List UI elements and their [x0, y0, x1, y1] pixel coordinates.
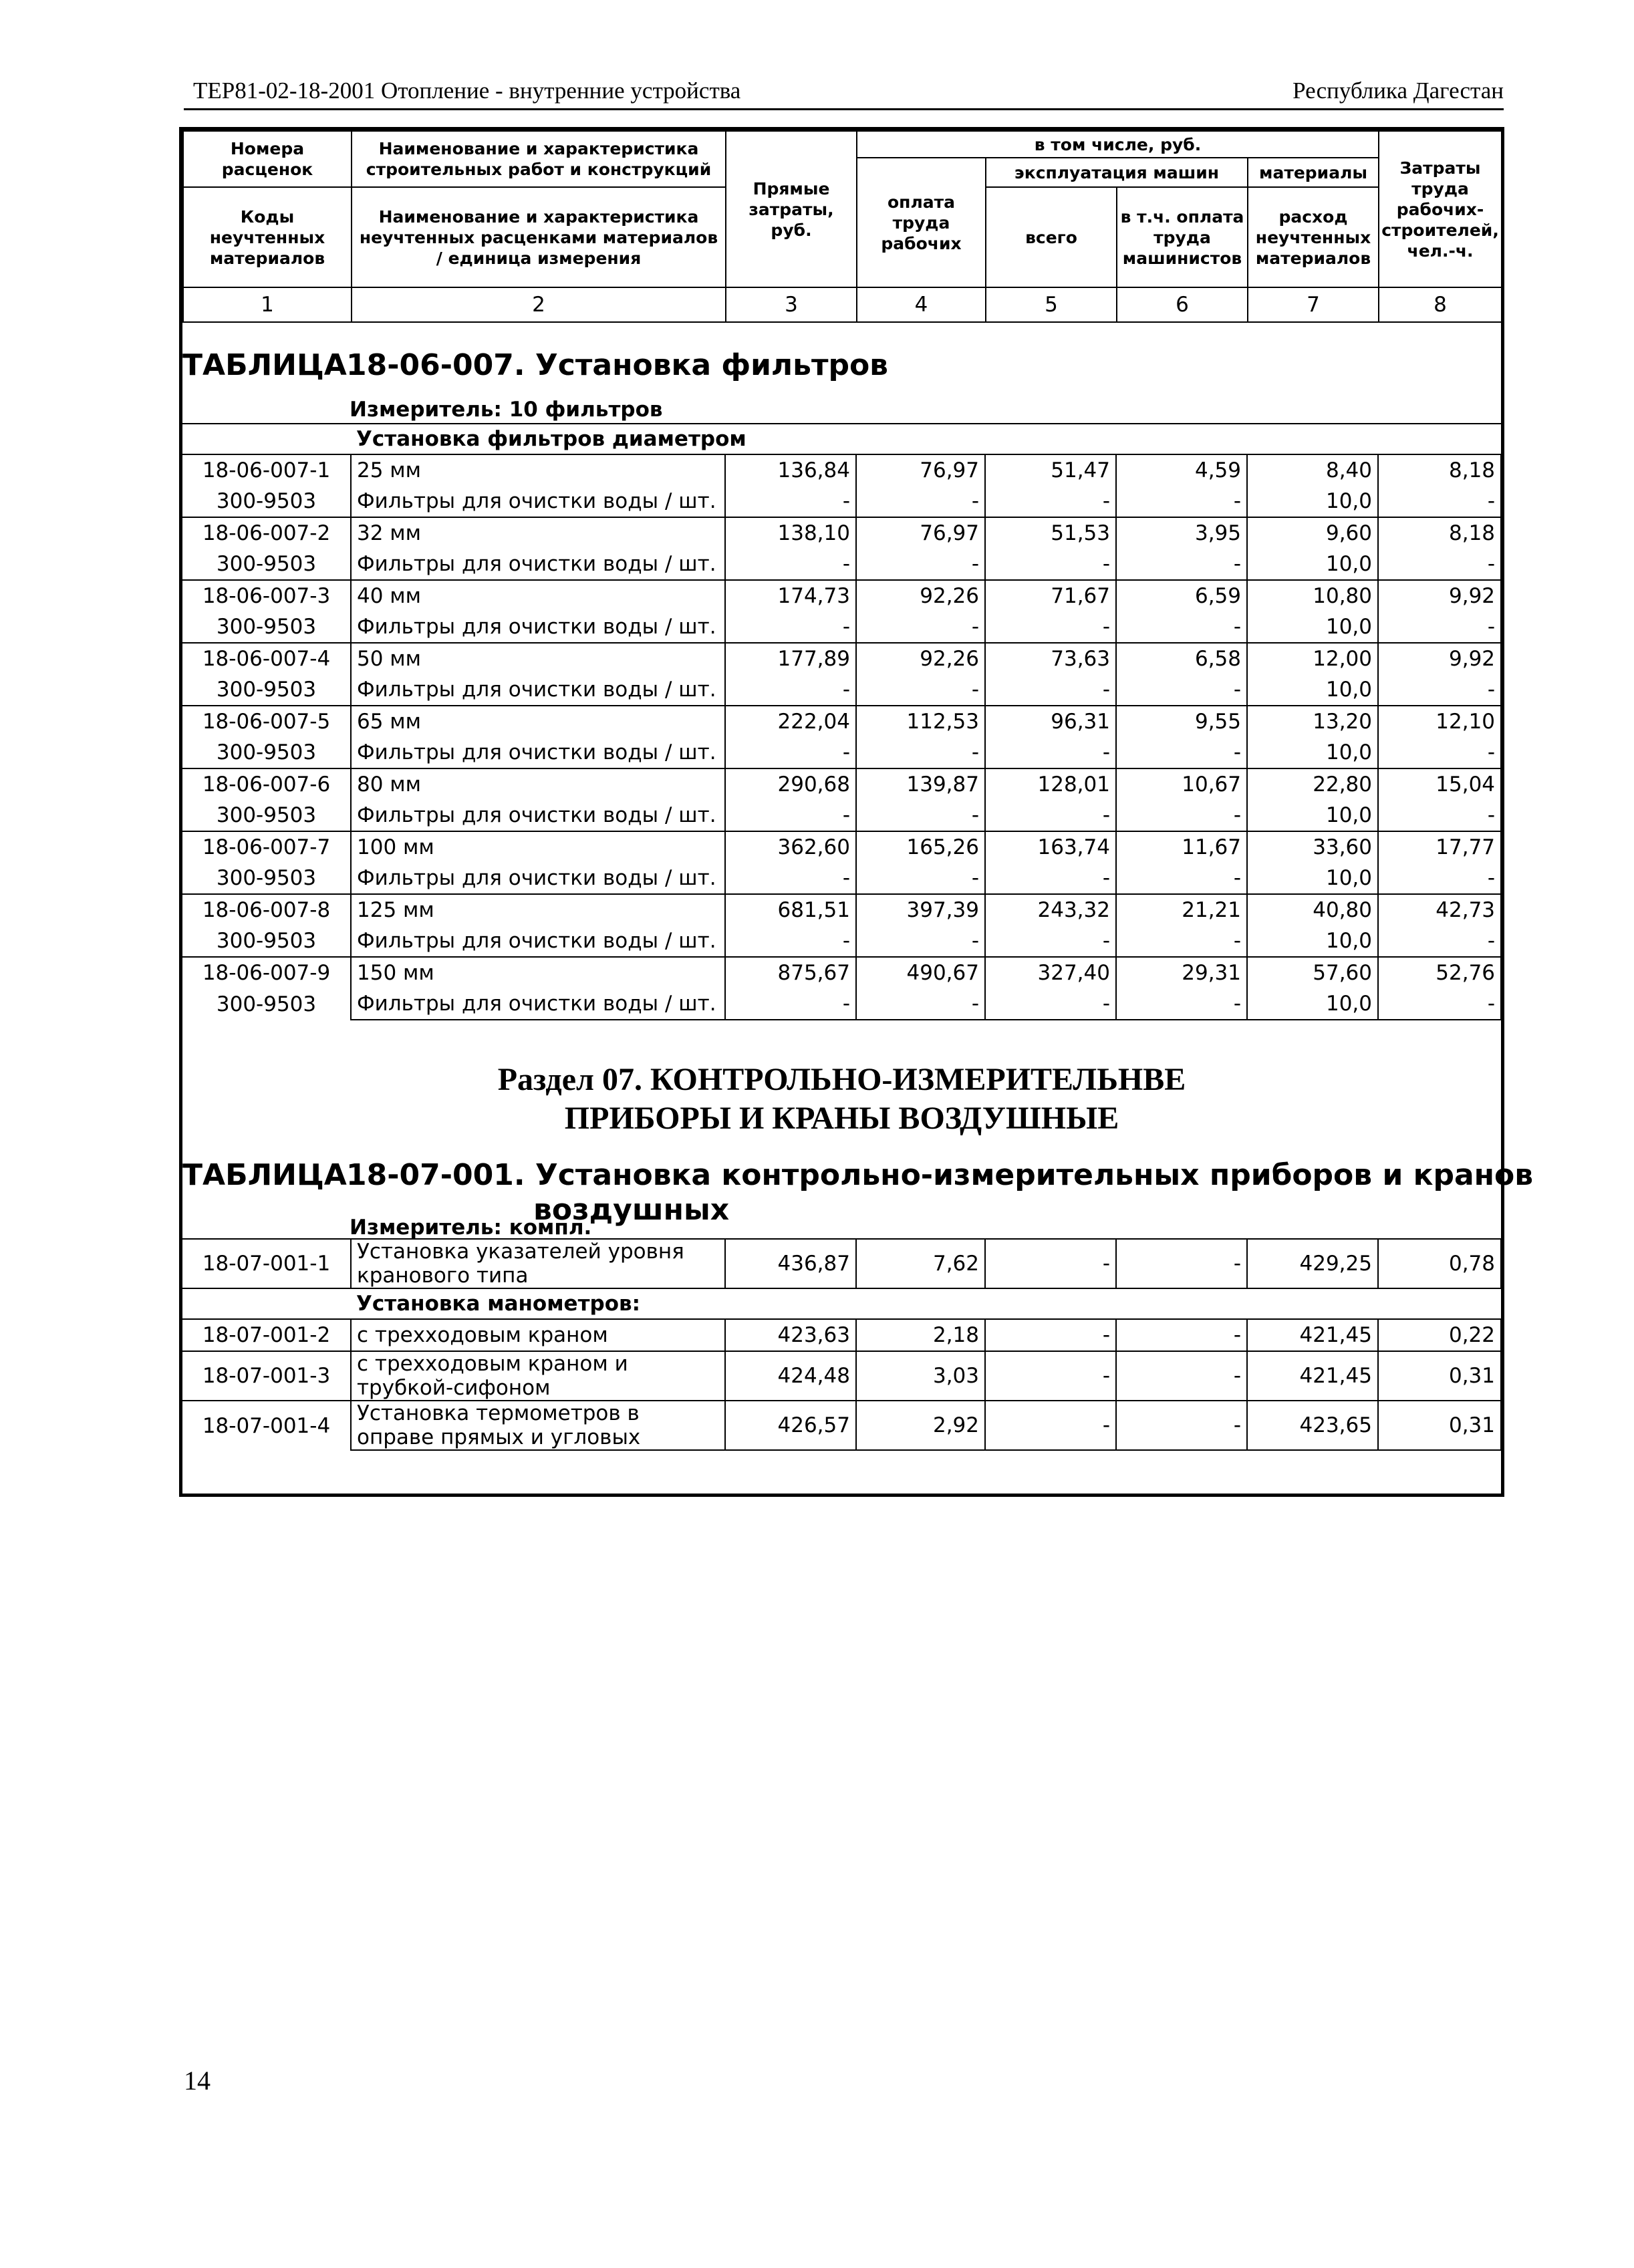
cell-value: -: [1116, 1351, 1247, 1401]
cell-value: -: [985, 1239, 1116, 1288]
cell-value: -: [985, 926, 1116, 957]
material-code: 300-9503: [182, 988, 351, 1020]
cell-value: 10,0: [1247, 800, 1378, 831]
cell-value: 29,31: [1116, 957, 1247, 988]
work-name: 80 мм: [351, 768, 725, 800]
work-name: 40 мм: [351, 580, 725, 611]
cell-value: 397,39: [856, 894, 985, 926]
cell-value: 0,31: [1378, 1401, 1501, 1450]
table-title: 18-07-001. Установка контрольно-измерительных приборов и кранов: [346, 1158, 1534, 1192]
cell-value: 436,87: [725, 1239, 856, 1288]
table-subheading: Установка манометров:: [351, 1288, 1501, 1319]
cell-value: -: [1116, 674, 1247, 706]
rate-code: 18-06-007-4: [182, 643, 351, 674]
material-name: Фильтры для очистки воды / шт.: [351, 863, 725, 894]
cell-value: -: [985, 1351, 1116, 1401]
material-code: 300-9503: [182, 863, 351, 894]
cell-value: -: [856, 486, 985, 517]
cell-value: -: [725, 611, 856, 643]
cell-value: -: [985, 611, 1116, 643]
cell-value: 0,78: [1378, 1239, 1501, 1288]
cell-value: 875,67: [725, 957, 856, 988]
cell-value: 163,74: [985, 831, 1116, 863]
cell-value: -: [725, 674, 856, 706]
material-row: [182, 863, 1501, 894]
cell-value: 421,45: [1247, 1351, 1378, 1401]
page-number: 14: [184, 2066, 211, 2096]
cell-value: 76,97: [856, 517, 985, 549]
cell-value: 10,0: [1247, 674, 1378, 706]
cell-value: -: [856, 800, 985, 831]
cell-value: 426,57: [725, 1401, 856, 1450]
cell-value: -: [1378, 863, 1501, 894]
col-number: 6: [1117, 287, 1248, 322]
section-title-line: ПРИБОРЫ И КРАНЫ ВОЗДУШНЫЕ: [564, 1101, 1119, 1136]
cell-value: 76,97: [856, 454, 985, 486]
work-name: 100 мм: [351, 831, 725, 863]
work-name: 32 мм: [351, 517, 725, 549]
cell-value: -: [725, 549, 856, 580]
material-name: Фильтры для очистки воды / шт.: [351, 486, 725, 517]
cell-value: -: [1378, 800, 1501, 831]
material-code: 300-9503: [182, 800, 351, 831]
cell-value: 13,20: [1247, 706, 1378, 737]
work-name: 25 мм: [351, 454, 725, 486]
cell-value: 96,31: [985, 706, 1116, 737]
cell-value: -: [985, 737, 1116, 768]
table-label: ТАБЛИЦА: [182, 348, 347, 382]
table-row: [182, 1239, 1501, 1288]
table-title: 18-06-007. Установка фильтров: [346, 348, 889, 382]
material-row: [182, 737, 1501, 768]
rate-code: 18-07-001-1: [182, 1239, 351, 1288]
material-code: 300-9503: [182, 549, 351, 580]
col-materials-group: материалы: [1248, 158, 1379, 187]
material-name: Фильтры для очистки воды / шт.: [351, 674, 725, 706]
cell-value: 73,63: [985, 643, 1116, 674]
cell-value: 0,31: [1378, 1351, 1501, 1401]
rate-code: 18-06-007-8: [182, 894, 351, 926]
cell-value: -: [725, 863, 856, 894]
section-title-line: Раздел 07. КОНТРОЛЬНО-ИЗМЕРИТЕЛЬНВЕ: [497, 1062, 1186, 1097]
table-row: [182, 454, 1501, 486]
document-title: ТЕР81-02-18-2001 Отопление - внутренние устройства: [193, 78, 741, 104]
cell-value: -: [1116, 1319, 1247, 1351]
col-rate-numbers: Номера расценок: [183, 131, 352, 187]
cell-value: 17,77: [1378, 831, 1501, 863]
cell-value: 423,63: [725, 1319, 856, 1351]
material-code: 300-9503: [182, 611, 351, 643]
cell-value: 92,26: [856, 643, 985, 674]
material-code: 300-9503: [182, 737, 351, 768]
cell-value: -: [1378, 549, 1501, 580]
material-code: 300-9503: [182, 674, 351, 706]
work-name: с трехходовым краном и трубкой-сифоном: [351, 1351, 725, 1401]
cell-value: 8,18: [1378, 454, 1501, 486]
table1-body: [182, 423, 1502, 1020]
material-row: [182, 486, 1501, 517]
cell-value: -: [1116, 1239, 1247, 1288]
col-labor-costs: Затраты труда рабочих-строителей, чел.-ч.: [1379, 131, 1502, 287]
cell-value: 21,21: [1116, 894, 1247, 926]
cell-value: 11,67: [1116, 831, 1247, 863]
cell-value: 0,22: [1378, 1319, 1501, 1351]
cell-value: 71,67: [985, 580, 1116, 611]
cell-value: 4,59: [1116, 454, 1247, 486]
col-material-codes: Коды неучтенных материалов: [183, 187, 352, 287]
cell-value: -: [985, 988, 1116, 1020]
cell-value: 9,55: [1116, 706, 1247, 737]
table-row: [182, 517, 1501, 549]
cell-value: 3,95: [1116, 517, 1247, 549]
cell-value: 3,03: [856, 1351, 985, 1401]
col-including: в том числе, руб.: [857, 131, 1379, 158]
material-row: [182, 549, 1501, 580]
cell-value: -: [1378, 988, 1501, 1020]
cell-value: -: [856, 737, 985, 768]
table-measure: Измеритель: 10 фильтров: [350, 398, 663, 422]
cell-value: -: [1378, 674, 1501, 706]
cell-value: -: [1116, 611, 1247, 643]
cell-value: 429,25: [1247, 1239, 1378, 1288]
table-row: [182, 580, 1501, 611]
cell-value: 177,89: [725, 643, 856, 674]
rate-code: 18-06-007-6: [182, 768, 351, 800]
cell-value: -: [1116, 926, 1247, 957]
col-material-name: Наименование и характеристика неучтенных расценками материалов / единица измерения: [352, 187, 726, 287]
cell-value: -: [725, 737, 856, 768]
rate-code: 18-07-001-2: [182, 1319, 351, 1351]
cell-value: -: [1116, 549, 1247, 580]
cell-value: 222,04: [725, 706, 856, 737]
cell-value: 490,67: [856, 957, 985, 988]
cell-value: 136,84: [725, 454, 856, 486]
table-measure: Измеритель: компл.: [350, 1216, 592, 1240]
rate-code: 18-07-001-4: [182, 1401, 351, 1450]
table2-heading: [182, 1138, 1534, 1240]
cell-value: 2,18: [856, 1319, 985, 1351]
cell-value: 12,10: [1378, 706, 1501, 737]
material-name: Фильтры для очистки воды / шт.: [351, 611, 725, 643]
cell-value: -: [1116, 863, 1247, 894]
cell-value: 40,80: [1247, 894, 1378, 926]
cell-value: 290,68: [725, 768, 856, 800]
work-name: 65 мм: [351, 706, 725, 737]
cell-value: 42,73: [1378, 894, 1501, 926]
rate-code: 18-06-007-9: [182, 957, 351, 988]
cell-value: -: [1116, 800, 1247, 831]
table-row: [182, 706, 1501, 737]
work-name: 150 мм: [351, 957, 725, 988]
col-machine-operation: эксплуатация машин: [986, 158, 1248, 187]
cell-value: -: [1378, 486, 1501, 517]
cell-value: 174,73: [725, 580, 856, 611]
col-number: 4: [857, 287, 986, 322]
table-row: [182, 1319, 1501, 1351]
cell-value: 424,48: [725, 1351, 856, 1401]
material-row: [182, 800, 1501, 831]
cell-value: -: [985, 800, 1116, 831]
cell-value: -: [985, 863, 1116, 894]
cell-value: -: [985, 1401, 1116, 1450]
cell-value: 15,04: [1378, 768, 1501, 800]
cell-value: 51,47: [985, 454, 1116, 486]
cell-value: 10,67: [1116, 768, 1247, 800]
rate-code: 18-06-007-2: [182, 517, 351, 549]
cell-value: -: [1116, 737, 1247, 768]
cell-value: 33,60: [1247, 831, 1378, 863]
work-name: Установка термометров в оправе прямых и угловых: [351, 1401, 725, 1450]
cell-value: -: [856, 988, 985, 1020]
cell-value: 128,01: [985, 768, 1116, 800]
rate-code: 18-06-007-1: [182, 454, 351, 486]
col-direct-costs: Прямые затраты, руб.: [726, 131, 857, 287]
table-row: [182, 768, 1501, 800]
col-machines-total: всего: [986, 187, 1117, 287]
cell-value: 92,26: [856, 580, 985, 611]
cell-value: 6,58: [1116, 643, 1247, 674]
cell-value: 112,53: [856, 706, 985, 737]
estimate-table-frame: [179, 127, 1534, 1497]
cell-value: -: [985, 549, 1116, 580]
table2-body: [182, 1238, 1502, 1451]
rate-code: 18-06-007-5: [182, 706, 351, 737]
cell-value: -: [856, 674, 985, 706]
cell-value: -: [725, 988, 856, 1020]
table-row: [182, 831, 1501, 863]
material-name: Фильтры для очистки воды / шт.: [351, 988, 725, 1020]
material-name: Фильтры для очистки воды / шт.: [351, 549, 725, 580]
rate-code: 18-07-001-3: [182, 1351, 351, 1401]
region-name: Республика Дагестан: [1292, 78, 1504, 104]
cell-value: 10,0: [1247, 486, 1378, 517]
col-number: 5: [986, 287, 1117, 322]
table1-heading: [182, 323, 1501, 423]
cell-value: 9,92: [1378, 643, 1501, 674]
work-name: Установка указателей уровня кранового типа: [351, 1239, 725, 1288]
cell-value: 7,62: [856, 1239, 985, 1288]
table-row: [182, 1351, 1501, 1401]
cell-value: 10,80: [1247, 580, 1378, 611]
cell-value: -: [856, 863, 985, 894]
cell-value: -: [1116, 988, 1247, 1020]
column-header-table: [182, 130, 1502, 323]
cell-value: 423,65: [1247, 1401, 1378, 1450]
cell-value: 52,76: [1378, 957, 1501, 988]
col-material-usage: расход неучтенных материалов: [1248, 187, 1379, 287]
cell-value: -: [985, 674, 1116, 706]
cell-value: -: [725, 486, 856, 517]
cell-value: 243,32: [985, 894, 1116, 926]
cell-value: 9,60: [1247, 517, 1378, 549]
cell-value: -: [856, 611, 985, 643]
material-row: [182, 611, 1501, 643]
material-name: Фильтры для очистки воды / шт.: [351, 800, 725, 831]
col-worker-wages: оплата труда рабочих: [857, 158, 986, 287]
table-row: [182, 643, 1501, 674]
work-name: с трехходовым краном: [351, 1319, 725, 1351]
cell-value: 362,60: [725, 831, 856, 863]
cell-value: -: [1378, 611, 1501, 643]
cell-value: 10,0: [1247, 863, 1378, 894]
work-name: 50 мм: [351, 643, 725, 674]
col-number: 1: [183, 287, 352, 322]
cell-value: 10,0: [1247, 549, 1378, 580]
table-subheading: Установка фильтров диаметром: [351, 424, 1501, 454]
cell-value: 8,40: [1247, 454, 1378, 486]
rate-code: 18-06-007-3: [182, 580, 351, 611]
page-header: [184, 75, 1504, 110]
cell-value: -: [725, 800, 856, 831]
cell-value: 51,53: [985, 517, 1116, 549]
col-operator-wages: в т.ч. оплата труда машинистов: [1117, 187, 1248, 287]
material-name: Фильтры для очистки воды / шт.: [351, 737, 725, 768]
material-row: [182, 674, 1501, 706]
material-code: 300-9503: [182, 926, 351, 957]
table-title-cont: воздушных: [533, 1193, 730, 1227]
cell-value: 165,26: [856, 831, 985, 863]
cell-value: 57,60: [1247, 957, 1378, 988]
cell-value: 681,51: [725, 894, 856, 926]
cell-value: -: [856, 549, 985, 580]
table-subheading-row: [182, 1288, 1501, 1319]
section-title: [182, 1060, 1501, 1138]
cell-value: 10,0: [1247, 611, 1378, 643]
cell-value: -: [1378, 926, 1501, 957]
col-number: 3: [726, 287, 857, 322]
cell-value: 6,59: [1116, 580, 1247, 611]
cell-value: -: [725, 926, 856, 957]
col-number: 2: [352, 287, 726, 322]
material-row: [182, 926, 1501, 957]
cell-value: -: [985, 486, 1116, 517]
cell-value: -: [856, 926, 985, 957]
cell-value: 8,18: [1378, 517, 1501, 549]
cell-value: 10,0: [1247, 988, 1378, 1020]
cell-value: 9,92: [1378, 580, 1501, 611]
cell-value: -: [985, 1319, 1116, 1351]
cell-value: 2,92: [856, 1401, 985, 1450]
cell-value: -: [1378, 737, 1501, 768]
rate-code: 18-06-007-7: [182, 831, 351, 863]
material-name: Фильтры для очистки воды / шт.: [351, 926, 725, 957]
col-number: 8: [1379, 287, 1502, 322]
cell-value: 22,80: [1247, 768, 1378, 800]
cell-value: 10,0: [1247, 926, 1378, 957]
table-row: [182, 1401, 1501, 1450]
material-row: [182, 988, 1501, 1020]
cell-value: -: [1116, 486, 1247, 517]
cell-value: 10,0: [1247, 737, 1378, 768]
table-row: [182, 957, 1501, 988]
col-number: 7: [1248, 287, 1379, 322]
cell-value: 421,45: [1247, 1319, 1378, 1351]
work-name: 125 мм: [351, 894, 725, 926]
cell-value: 12,00: [1247, 643, 1378, 674]
cell-value: 138,10: [725, 517, 856, 549]
table-label: ТАБЛИЦА: [182, 1158, 347, 1192]
cell-value: 139,87: [856, 768, 985, 800]
col-work-name: Наименование и характеристика строительных работ и конструкций: [352, 131, 726, 187]
material-code: 300-9503: [182, 486, 351, 517]
cell-value: 327,40: [985, 957, 1116, 988]
cell-value: -: [1116, 1401, 1247, 1450]
table-row: [182, 894, 1501, 926]
